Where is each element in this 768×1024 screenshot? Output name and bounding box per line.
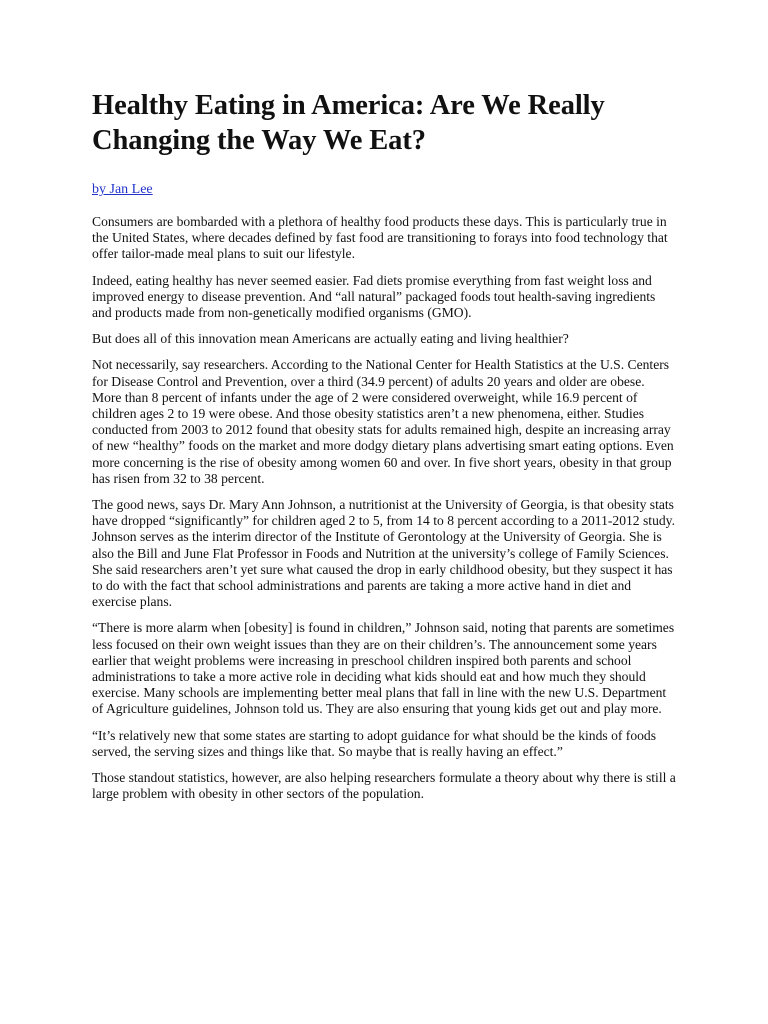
paragraph-5: The good news, says Dr. Mary Ann Johnson, a nutritionist at the University of Georgia, is that obesity stats have dropped “significantly” for children aged 2 to 5, from 14 to 8 percent according to a 2011-2012 study. Johnson serves as the interim director of the Institute of Gerontology at the University of Georgia. She is also the Bill and June Flat Professor in Foods and Nutrition at the university’s college of Family Sciences. She said researchers aren’t yet sure what caused the drop in early childhood obesity, but they suspect it has to do with the fact that school administrations and parents are taking a more active hand in diet and exercise plans. <box>92 497 675 610</box>
article <box>92 88 676 813</box>
article-title: Healthy Eating in America: Are We Really Changing the Way We Eat? <box>92 90 605 156</box>
paragraph-3: But does all of this innovation mean Americans are actually eating and living healthier? <box>92 331 569 347</box>
paragraph-2: Indeed, eating healthy has never seemed easier. Fad diets promise everything from fast weight loss and improved energy to disease prevention. And “all natural” packaged foods tout health-saving ingredients and products made from non-genetically modified organisms (GMO). <box>92 272 656 321</box>
paragraph-8: Those standout statistics, however, are also helping researchers formulate a theory about why there is still a large problem with obesity in other sectors of the population. <box>92 770 676 802</box>
author-byline-link[interactable]: by Jan Lee <box>92 182 153 197</box>
paragraph-6: “There is more alarm when [obesity] is found in children,” Johnson said, noting that parents are sometimes less focused on their own weight issues than they are on their children’s. The announcement some years earlier that weight problems were increasing in preschool children inspired both parents and school administrations to take a more active role in deciding what kids should eat and how much they should exercise. Many schools are implementing better meal plans that fall in line with the new U.S. Department of Agriculture guidelines, Johnson told us. They are also ensuring that young kids get out and play more. <box>92 620 675 717</box>
paragraph-7: “It’s relatively new that some states are starting to adopt guidance for what should be the kinds of foods served, the serving sizes and things like that. So maybe that is really having an effect.” <box>92 727 656 759</box>
paragraph-1: Consumers are bombarded with a plethora of healthy food products these days. This is particularly true in the United States, where decades defined by fast food are transitioning to forays into food technology that offer tailor-made meal plans to suit our lifestyle. <box>92 214 668 262</box>
paragraph-4: Not necessarily, say researchers. According to the National Center for Health Statistics at the U.S. Centers for Disease Control and Prevention, over a third (34.9 percent) of adults 20 years and older are obese. More than 8 percent of infants under the age of 2 were considered overweight, while 16.9 percent of children ages 2 to 19 were obese. And those obesity statistics aren’t a new phenomena, either. Studies conducted from 2003 to 2012 found that obesity stats for adults remained high, despite an increasing array of new “healthy” foods on the market and more dodgy dietary plans advertising smart eating options. Even more concerning is the rise of obesity among women 60 and over. In five short years, obesity in that group has risen from 32 to 38 percent. <box>92 357 674 486</box>
